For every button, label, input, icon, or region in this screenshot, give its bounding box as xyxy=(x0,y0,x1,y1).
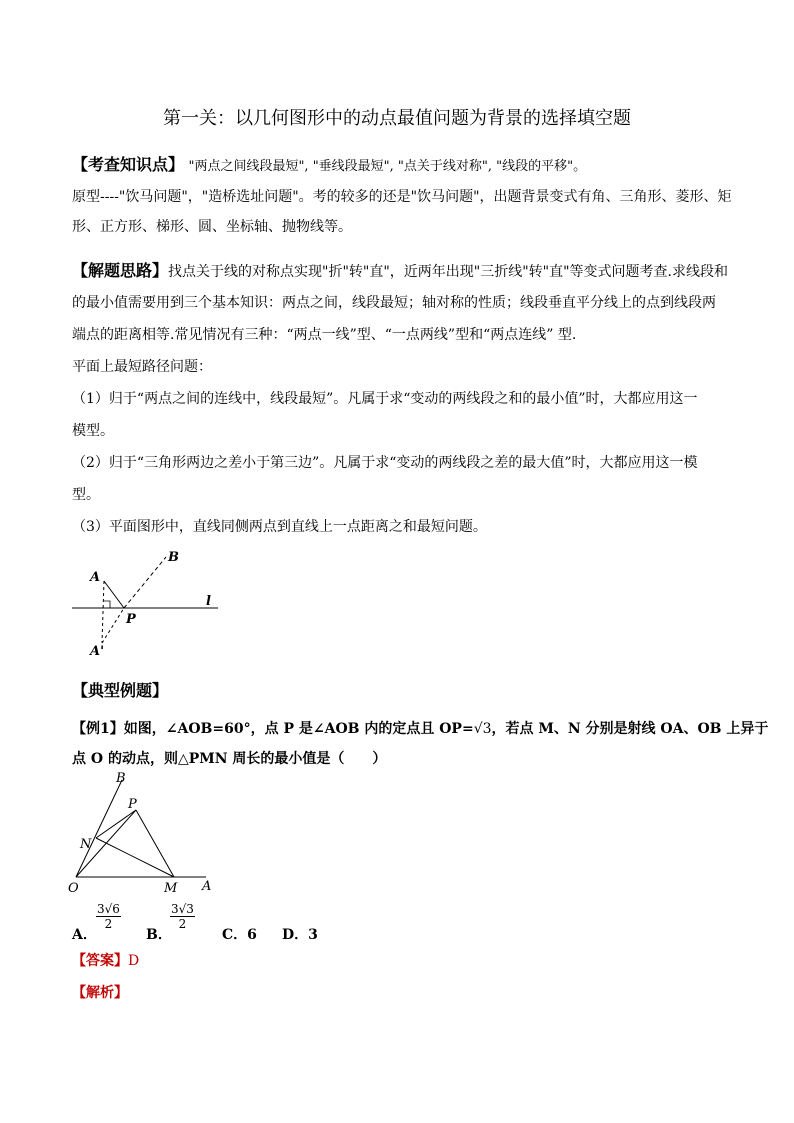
option-A-fraction xyxy=(96,902,121,931)
label-B: B xyxy=(116,771,126,786)
label-M: M xyxy=(164,881,178,894)
label-O: O xyxy=(68,881,79,894)
example1-sqrt: √3 xyxy=(473,721,492,737)
reflection-figure xyxy=(60,545,230,660)
option-B-fraction xyxy=(170,902,195,931)
approach-label: 【解题思路】 xyxy=(72,261,169,280)
approach-line-3: 端点的距离相等.常见情况有三种：“两点一线”型、“一点两线”型和“两点连线” 型. xyxy=(72,327,577,343)
examples-heading: 【典型例题】 xyxy=(72,681,169,700)
item2-line-a: （2）归于“三角形两边之差小于第三边”。凡属于求“变动的两线段之差的最大值”时，大都应用这一模 xyxy=(72,455,698,471)
label-P: P xyxy=(128,797,137,812)
option-C: C．6 xyxy=(222,927,257,943)
example1-text-b: ，若点 M、N 分别是射线 OA、OB 上异于 xyxy=(491,721,769,737)
item1-line-b: 模型。 xyxy=(72,423,114,439)
label-B: B xyxy=(168,550,179,565)
segment-AA-prime xyxy=(102,581,104,643)
item1-line-a: （1）归于“两点之间的连线中，线段最短”。凡属于求“变动的两线段之和的最小值”时，大都应用这一 xyxy=(72,391,698,407)
analysis-line xyxy=(72,982,128,1002)
option-D: D．3 xyxy=(282,927,318,943)
answer-line xyxy=(72,950,139,970)
option-A-denominator: 2 xyxy=(104,917,113,931)
approach-text: 找点关于线的对称点实现"折"转"直"，近两年出现"三折线"转"直"等变式问题考查.求线段和 xyxy=(168,264,728,280)
angle-figure xyxy=(66,768,226,894)
label-A-prime: A' xyxy=(90,644,105,659)
segment-PB xyxy=(124,557,166,608)
example1-text-a: 如图，∠AOB=60°，点 P 是∠AOB 内的定点且 OP= xyxy=(123,721,474,737)
example1-label: 【例1】 xyxy=(72,721,124,737)
page-title: 第一关：以几何图形中的动点最值问题为背景的选择填空题 xyxy=(163,108,631,129)
knowledge-label: 【考查知识点】 xyxy=(72,155,185,174)
approach-line-2: 的最小值需要用到三个基本知识：两点之间，线段最短；轴对称的性质；线段垂直平分线上的点到线段两 xyxy=(72,295,716,311)
item3-line: （3）平面图形中，直线同侧两点到直线上一点距离之和最短问题。 xyxy=(72,519,487,535)
analysis-label: 【解析】 xyxy=(72,985,128,1001)
right-angle-mark xyxy=(104,601,110,608)
knowledge-line-1 xyxy=(72,152,586,175)
label-N: N xyxy=(80,837,92,852)
item2-line-b: 型。 xyxy=(72,487,100,503)
segment-NM xyxy=(96,838,174,877)
shortest-path-heading: 平面上最短路径问题： xyxy=(72,359,212,375)
knowledge-line-2: 原型----"饮马问题"，"造桥选址问题"。考的较多的还是"饮马问题"，出题背景变式有角、三角形、菱形、矩 xyxy=(72,189,732,205)
label-P: P xyxy=(126,612,136,627)
option-B-label: B． xyxy=(146,927,172,943)
example1-line-1 xyxy=(72,718,768,738)
label-A: A xyxy=(202,879,212,894)
option-A-label: A． xyxy=(72,927,97,943)
answer-label: 【答案】 xyxy=(72,953,128,969)
knowledge-line-3: 形、正方形、梯形、圆、坐标轴、抛物线等。 xyxy=(72,219,352,235)
option-B-denominator: 2 xyxy=(178,917,187,931)
label-l: l xyxy=(206,594,211,609)
example1-line-2: 点 O 的动点，则△PMN 周长的最小值是（ ） xyxy=(72,751,387,767)
ray-OB xyxy=(76,780,122,877)
option-B-numerator: 3√3 xyxy=(171,902,194,916)
segment-AP xyxy=(104,581,124,608)
segment-A-prime-P xyxy=(102,608,124,643)
segment-NP xyxy=(96,810,136,838)
knowledge-text: "两点之间线段最短", "垂线段最短", "点关于线对称", "线段的平移"。 xyxy=(188,159,587,174)
answer-value: D xyxy=(128,953,140,969)
approach-line-1 xyxy=(72,258,728,281)
label-A: A xyxy=(90,570,101,585)
option-A-numerator: 3√6 xyxy=(97,902,120,916)
